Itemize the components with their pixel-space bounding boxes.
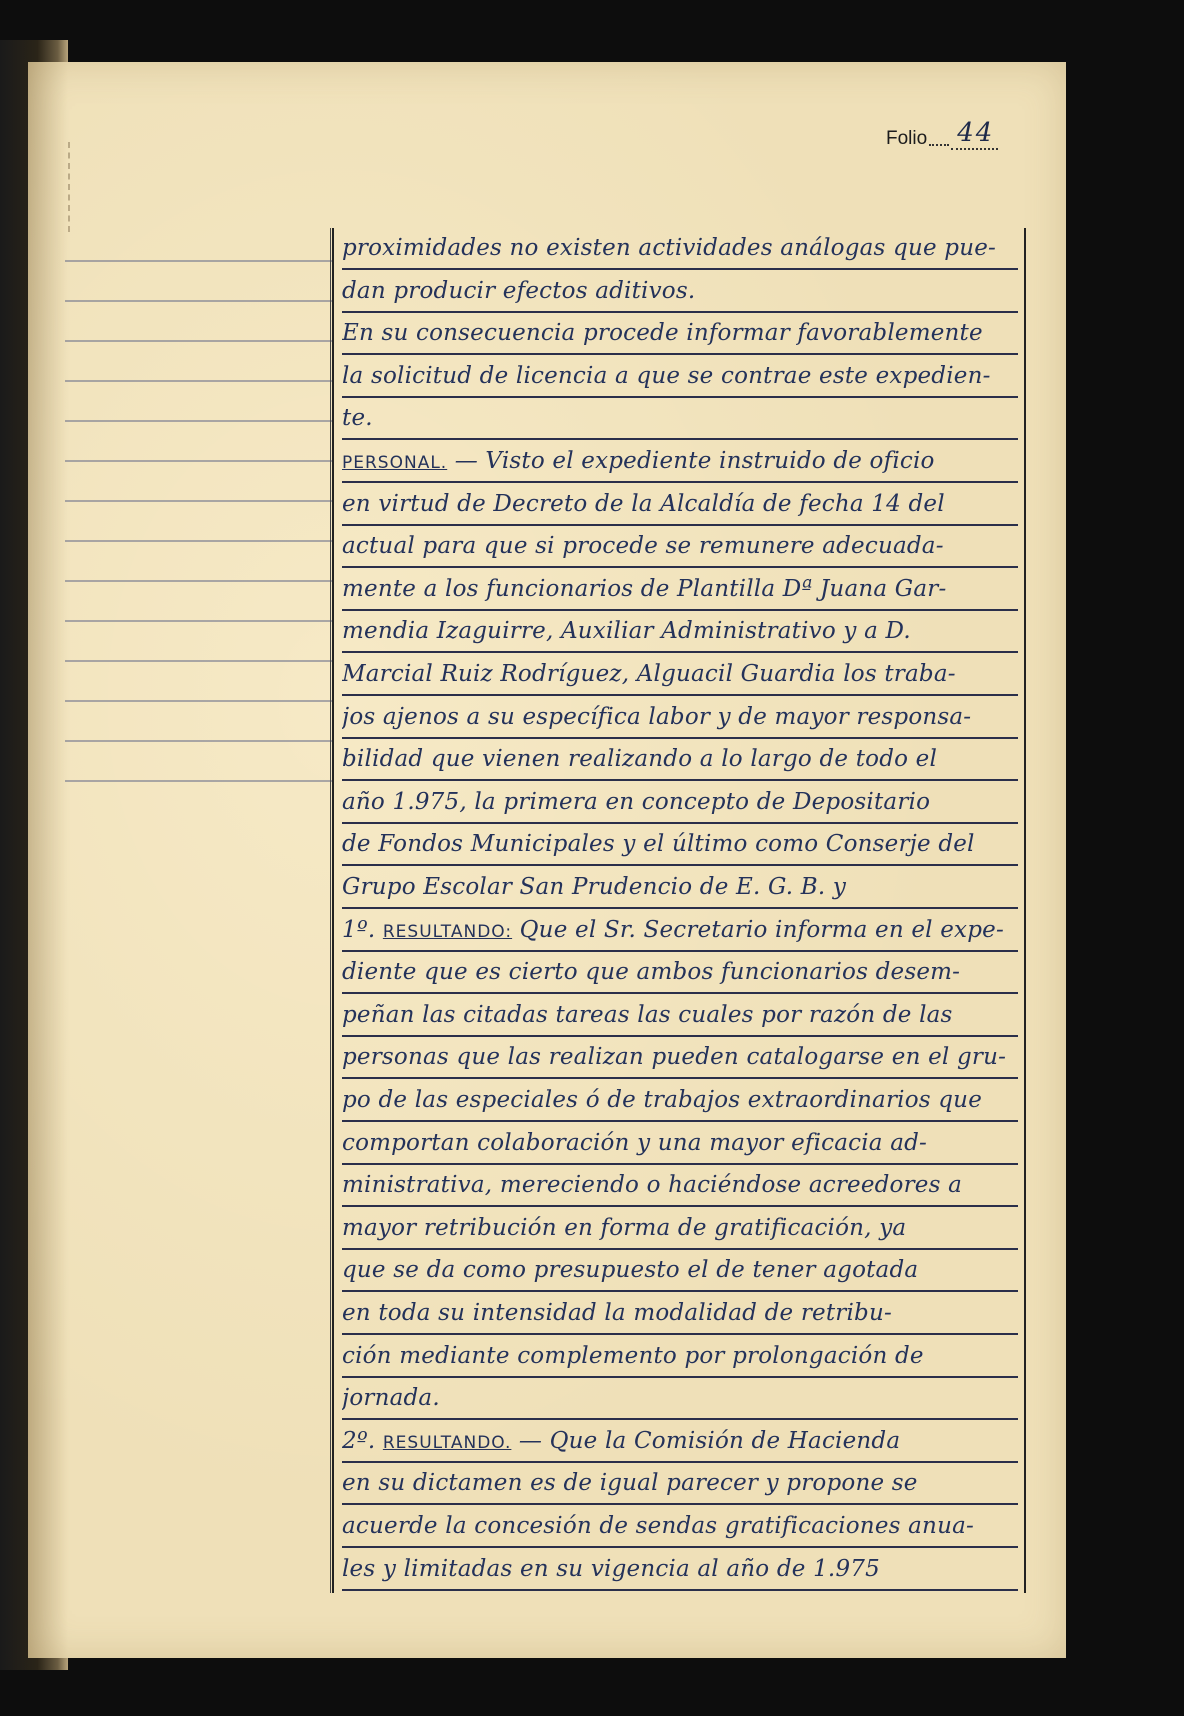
text-line [342,1378,1018,1420]
folio-dots [929,143,949,146]
text-line [342,569,1018,611]
line-text: en su dictamen es de igual parecer y propone se [342,1470,918,1497]
text-line [342,313,1018,355]
text-line [342,824,1018,866]
line-text: Grupo Escolar San Prudencio de E. G. B. y [342,874,847,900]
text-line [342,1421,1018,1463]
margin-rule [65,380,333,382]
folio-number [886,120,1026,150]
line-prefix: 2º. [342,1427,383,1454]
line-text: proximidades no existen actividades análogas que pue- [342,235,997,261]
margin-rule [65,260,333,262]
line-text: la solicitud de licencia a que se contrae este expedien- [342,362,991,389]
text-line [342,526,1018,568]
margin-ruled-lines [65,260,333,820]
line-text: acuerde la concesión de sendas gratificaciones anua- [342,1513,974,1539]
text-line [342,271,1018,313]
text-line [342,228,1018,270]
margin-rule [65,420,333,422]
section-heading: PERSONAL. [342,453,448,473]
line-text: En su consecuencia procede informar favorablemente [342,320,983,347]
text-line [342,952,1018,994]
text-line [342,1549,1018,1591]
text-line [342,1463,1018,1505]
text-line [342,1123,1018,1165]
line-text: que se da como presupuesto el de tener agotada [342,1257,919,1284]
line-text: en virtud de Decreto de la Alcaldía de fecha 14 del [342,490,945,517]
line-text: peñan las citadas tareas las cuales por razón de las [342,1001,953,1028]
section-heading: RESULTANDO: [382,921,513,942]
line-text: personas que las realizan pueden catalogarse en el gru- [342,1044,1007,1071]
line-text: mayor retribución en forma de gratificación, ya [342,1214,907,1241]
text-line [342,1165,1018,1207]
folio-label: Folio [886,128,928,149]
text-line [342,356,1018,398]
line-text: mente a los funcionarios de Plantilla Dª Juana Gar- [342,575,947,602]
binding-stitch [68,142,78,232]
text-line [342,1336,1018,1378]
text-line [342,782,1018,824]
line-prefix: 1º. [342,916,383,943]
margin-rule [65,700,333,702]
line-text: de Fondos Municipales y el último como Conserje del [342,831,975,858]
line-text: Que el Sr. Secretario informa en el expe- [512,916,1004,943]
margin-rule [65,780,333,782]
line-text: po de las especiales ó de trabajos extraordinarios que [342,1087,983,1113]
line-text: año 1.975, la primera en concepto de Depositario [342,788,931,815]
line-text: — Visto el expediente instruido de oficio [447,448,935,474]
margin-rule [65,340,333,342]
line-text: en toda su intensidad la modalidad de retribu- [342,1300,892,1326]
text-line [342,1250,1018,1292]
margin-rule [65,300,333,302]
line-text: les y limitadas en su vigencia al año de 1.975 [342,1555,880,1582]
folio-value: 44 [951,118,998,150]
text-line [342,654,1018,696]
line-text: jornada. [342,1385,440,1412]
handwritten-text-column [332,228,1026,1593]
line-text: comportan colaboración y una mayor eficacia ad- [342,1129,928,1156]
text-line [342,611,1018,653]
margin-rule [65,620,333,622]
line-text: te. [342,405,373,432]
line-text: dan producir efectos aditivos. [342,277,696,304]
margin-rule [65,540,333,542]
text-line [342,1506,1018,1548]
text-line [342,1293,1018,1335]
margin-rule [65,660,333,662]
section-heading: RESULTANDO. [382,1432,512,1453]
line-text: jos ajenos a su específica labor y de mayor responsa- [342,703,972,730]
text-line [342,398,1018,440]
text-line [342,1037,1018,1079]
margin-rule [65,580,333,582]
line-text: mendia Izaguirre, Auxiliar Administrativo y a D. [342,618,911,645]
line-text: actual para que si procede se remunere adecuada- [342,533,944,560]
text-line [342,867,1018,909]
line-text: — Que la Comisión de Hacienda [511,1427,901,1454]
margin-rule [65,740,333,742]
text-line [342,995,1018,1037]
line-text: ministrativa, mereciendo o haciéndose acreedores a [342,1172,963,1199]
margin-rule [65,460,333,462]
text-line [342,739,1018,781]
text-line [342,441,1018,483]
margin-rule [65,500,333,502]
text-line [342,1208,1018,1250]
text-line [342,1080,1018,1122]
line-text: Marcial Ruiz Rodríguez, Alguacil Guardia los traba- [342,661,956,687]
text-line [342,910,1018,952]
line-text: ción mediante complemento por prolongación de [342,1342,924,1369]
line-text: diente que es cierto que ambos funcionarios desem- [342,959,961,986]
text-line [342,484,1018,526]
text-line [342,697,1018,739]
line-text: bilidad que vienen realizando a lo largo de todo el [342,746,938,773]
